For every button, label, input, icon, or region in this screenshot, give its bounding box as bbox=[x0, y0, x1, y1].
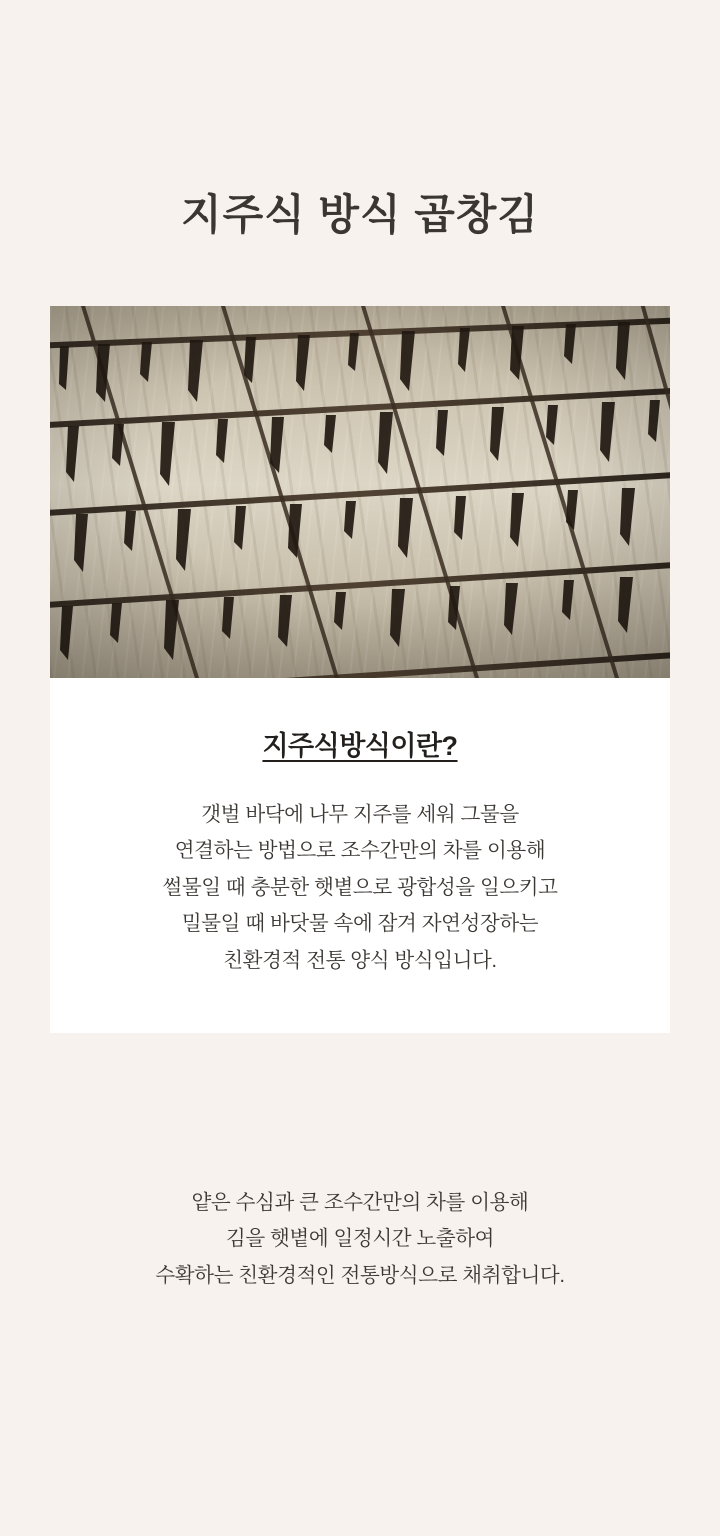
info-card-body bbox=[50, 678, 670, 1033]
card-paragraph-line: 갯벌 바닥에 나무 지주를 세워 그물을 bbox=[201, 803, 519, 826]
card-paragraph-line: 연결하는 방법으로 조수간만의 차를 이용해 bbox=[174, 839, 546, 863]
footnote-text bbox=[0, 1185, 720, 1294]
info-card bbox=[50, 306, 670, 1033]
page-title: 지주식 방식 곱창김 bbox=[181, 191, 539, 239]
footnote-line: 얕은 수심과 큰 조수간만의 차를 이용해 bbox=[191, 1191, 529, 1214]
card-paragraph-line: 밀물일 때 바닷물 속에 잠겨 자연성장하는 bbox=[181, 912, 539, 936]
photo-vignette bbox=[50, 306, 670, 678]
footnote-line: 김을 햇볕에 일정시간 노출하여 bbox=[225, 1227, 495, 1251]
card-title: 지주식방식이란? bbox=[262, 731, 458, 761]
card-paragraph-line: 친환경적 전통 양식 방식입니다. bbox=[223, 948, 497, 972]
card-paragraph-line: 썰물일 때 충분한 햇볕으로 광합성을 일으키고 bbox=[162, 875, 558, 899]
card-paragraph bbox=[90, 797, 630, 979]
seaweed-drying-racks-photo bbox=[50, 306, 670, 678]
footnote-line: 수확하는 친환경적인 전통방식으로 채취합니다. bbox=[155, 1263, 565, 1287]
